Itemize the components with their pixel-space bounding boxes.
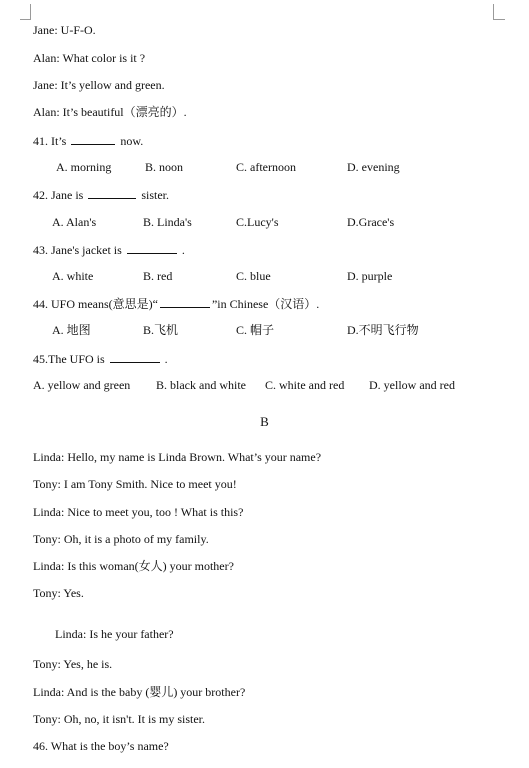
question-41 (33, 133, 143, 148)
option-d: D. purple (347, 269, 393, 283)
crop-mark-top-right (493, 4, 494, 20)
option-d: D.不明飞行物 (347, 323, 419, 337)
option-d: D. evening (347, 160, 400, 174)
option-c: C. afternoon (236, 160, 296, 174)
question-stem-end: . (181, 243, 185, 257)
dialogue-line: Alan: What color is it ? (33, 51, 146, 65)
dialogue-line: Linda: Nice to meet you, too ! What is this? (33, 505, 244, 519)
answer-blank (88, 187, 136, 199)
answer-blank (160, 296, 210, 308)
question-number: 44. (33, 297, 48, 311)
dialogue-line: Tony: I am Tony Smith. Nice to meet you! (33, 477, 237, 491)
question-stem: The UFO is (48, 352, 105, 366)
dialogue-line: Tony: Oh, it is a photo of my family. (33, 532, 209, 546)
answer-blank (127, 242, 177, 254)
question-stem-end: ”in Chinese（汉语）. (211, 297, 320, 311)
option-c: C. white and red (265, 378, 345, 392)
dialogue-line: Linda: Is this woman(女人) your mother? (33, 559, 234, 573)
crop-mark-top-left (30, 4, 31, 20)
question-stem-end: . (164, 352, 168, 366)
question-number: 42. (33, 188, 48, 202)
option-a: A. morning (56, 160, 112, 174)
dialogue-line: Linda: And is the baby (婴儿) your brother? (33, 685, 246, 699)
option-b: B. Linda's (143, 215, 192, 229)
question-stem: It’s (51, 134, 67, 148)
option-c: C. blue (236, 269, 271, 283)
dialogue-line: Jane: U-F-O. (33, 23, 96, 37)
option-a: A. 地图 (52, 323, 91, 337)
question-44 (33, 296, 319, 311)
dialogue-line: Tony: Yes. (33, 586, 84, 600)
question-stem: UFO means(意思是)“ (51, 297, 158, 311)
question-46: 46. What is the boy’s name? (33, 739, 169, 753)
answer-blank (110, 351, 160, 363)
question-number: 45. (33, 352, 48, 366)
option-d: D.Grace's (347, 215, 395, 229)
question-45 (33, 351, 168, 366)
option-c: C. 帽子 (236, 323, 275, 337)
dialogue-line: Tony: Oh, no, it isn't. It is my sister. (33, 712, 205, 726)
option-a: A. yellow and green (33, 378, 131, 392)
option-b: B. noon (145, 160, 184, 174)
option-b: B.飞机 (143, 323, 179, 337)
dialogue-line: Linda: Is he your father? (55, 627, 174, 641)
option-b: B. red (143, 269, 173, 283)
dialogue-line: Linda: Hello, my name is Linda Brown. What’s your name? (33, 450, 322, 464)
question-43 (33, 242, 185, 257)
question-42 (33, 187, 169, 202)
dialogue-line: Alan: It’s beautiful（漂亮的）. (33, 105, 187, 119)
question-stem: Jane's jacket is (51, 243, 122, 257)
dialogue-line: Tony: Yes, he is. (33, 657, 113, 671)
crop-mark-top-right (493, 19, 505, 20)
answer-blank (71, 133, 115, 145)
dialogue-line: Jane: It’s yellow and green. (33, 78, 165, 92)
option-a: A. white (52, 269, 94, 283)
crop-mark-top-left (20, 19, 31, 20)
question-stem: Jane is (51, 188, 84, 202)
question-number: 41. (33, 134, 48, 148)
question-stem-end: sister. (141, 188, 169, 202)
option-a: A. Alan's (52, 215, 97, 229)
question-number: 43. (33, 243, 48, 257)
question-stem-end: now. (120, 134, 144, 148)
section-heading: B (260, 414, 269, 429)
option-d: D. yellow and red (369, 378, 455, 392)
option-b: B. black and white (156, 378, 246, 392)
option-c: C.Lucy's (236, 215, 279, 229)
